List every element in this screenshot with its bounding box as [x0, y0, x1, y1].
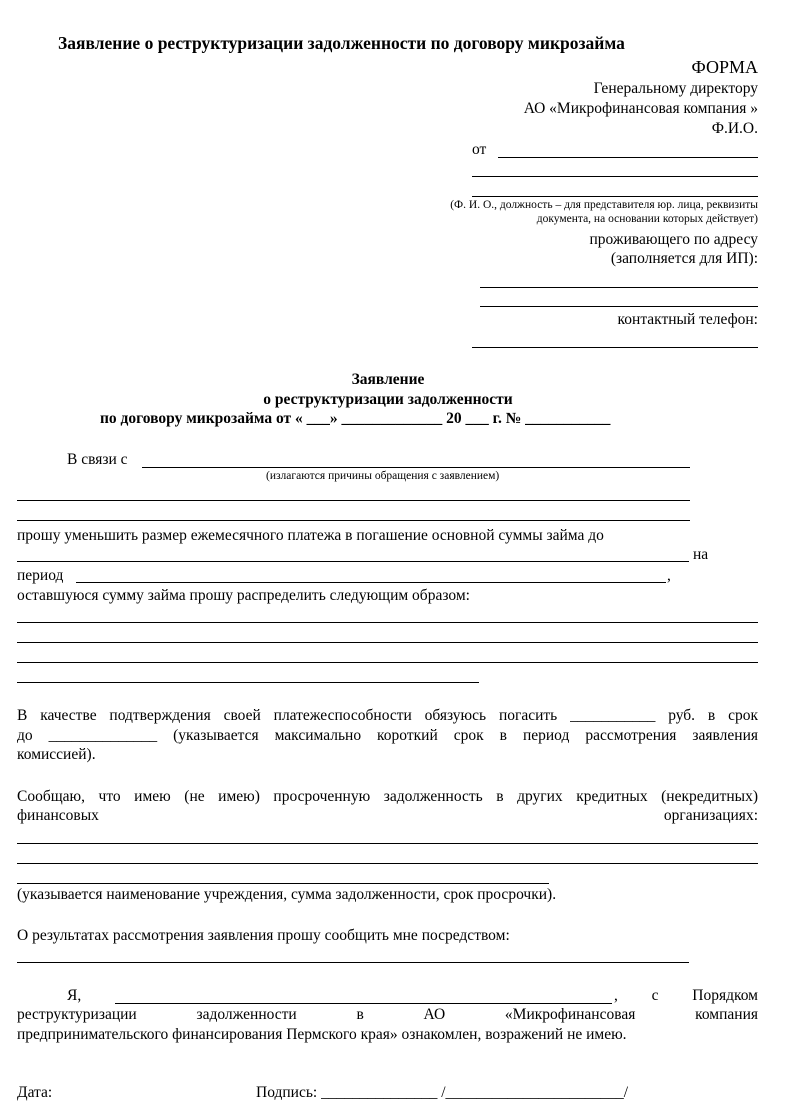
reason-field-line[interactable]: [142, 467, 690, 468]
address-label: проживающего по адресу: [589, 231, 758, 248]
debt-text: Сообщаю, что имею (не имею) просроченную задолженность в других кредитных (некредитных): [17, 788, 758, 805]
period-label: период: [17, 567, 64, 584]
confirm-text: комиссией).: [17, 746, 96, 763]
from-field-line[interactable]: [472, 196, 758, 197]
distribute-field-line[interactable]: [17, 622, 758, 623]
addressee-name: Ф.И.О.: [711, 120, 758, 137]
address-note: (заполняется для ИП):: [610, 250, 758, 267]
distribute-field-line[interactable]: [17, 682, 479, 683]
debt-field-line[interactable]: [17, 843, 758, 844]
period-field-line[interactable]: [76, 582, 666, 583]
debt-text: финансовых: [17, 807, 99, 824]
amount-field-line[interactable]: [17, 561, 689, 562]
debt-text: организациях:: [663, 807, 758, 824]
request-na: на: [693, 546, 709, 563]
notify-text: О результатах рассмотрения заявления прошу сообщить мне посредством:: [17, 927, 510, 944]
address-field-line[interactable]: [480, 306, 758, 307]
addressee-company: АО «Микрофинансовая компания »: [523, 100, 758, 117]
from-field-line[interactable]: [498, 157, 758, 158]
statement-subheading: о реструктуризации задолженности: [263, 391, 513, 408]
statement-heading: Заявление: [351, 371, 425, 388]
notify-field-line[interactable]: [17, 962, 689, 963]
ack-text: предпринимательского финансирования Пермского края» ознакомлен, возражений не имею.: [17, 1026, 627, 1043]
from-hint: документа, на основании которых действует): [536, 213, 758, 225]
distribute-field-line[interactable]: [17, 662, 758, 663]
distribute-text: оставшуюся сумму займа прошу распределить следующим образом:: [17, 587, 470, 604]
confirm-text: до ______________ (указывается максимально короткий срок в период рассмотрения заявления: [17, 727, 758, 744]
from-field-line[interactable]: [472, 176, 758, 177]
addressee-title: Генеральному директору: [593, 80, 758, 97]
ack-name-field-line[interactable]: [115, 1003, 612, 1004]
debt-field-line[interactable]: [17, 883, 549, 884]
period-comma: ,: [667, 567, 671, 584]
request-text: прошу уменьшить размер ежемесячного платежа в погашение основной суммы займа до: [17, 527, 604, 544]
debt-field-line[interactable]: [17, 863, 758, 864]
from-hint: (Ф. И. О., должность – для представителя юр. лица, реквизиты: [450, 199, 758, 211]
ack-text: , с Порядком: [614, 987, 758, 1004]
signature-line[interactable]: Подпись: _______________ /_______________________/: [256, 1084, 629, 1101]
distribute-field-line[interactable]: [17, 642, 758, 643]
phone-field-line[interactable]: [472, 347, 758, 348]
page-title: Заявление о реструктуризации задолженности по договору микрозайма: [58, 33, 625, 53]
reason-field-line[interactable]: [17, 520, 690, 521]
debt-hint: (указывается наименование учреждения, сумма задолженности, срок просрочки).: [17, 886, 557, 903]
from-label: от: [472, 141, 487, 158]
reason-hint: (излагаются причины обращения с заявлением): [266, 470, 500, 482]
address-field-line[interactable]: [480, 287, 758, 288]
form-label: ФОРМА: [691, 57, 758, 77]
contract-line: по договору микрозайма от « ___» _____________ 20 ___ г. № ___________: [100, 410, 611, 427]
phone-label: контактный телефон:: [617, 311, 758, 328]
confirm-text: В качестве подтверждения своей платежеспособности обязуюсь погасить ___________ руб. в срок: [17, 707, 758, 724]
reason-field-line[interactable]: [17, 500, 690, 501]
date-label: Дата:: [17, 1084, 53, 1101]
ack-ya: Я,: [67, 987, 82, 1004]
ack-text: реструктуризации задолженности в АО «Микрофинансовая компания: [17, 1006, 758, 1023]
reason-label: В связи с: [67, 451, 128, 468]
